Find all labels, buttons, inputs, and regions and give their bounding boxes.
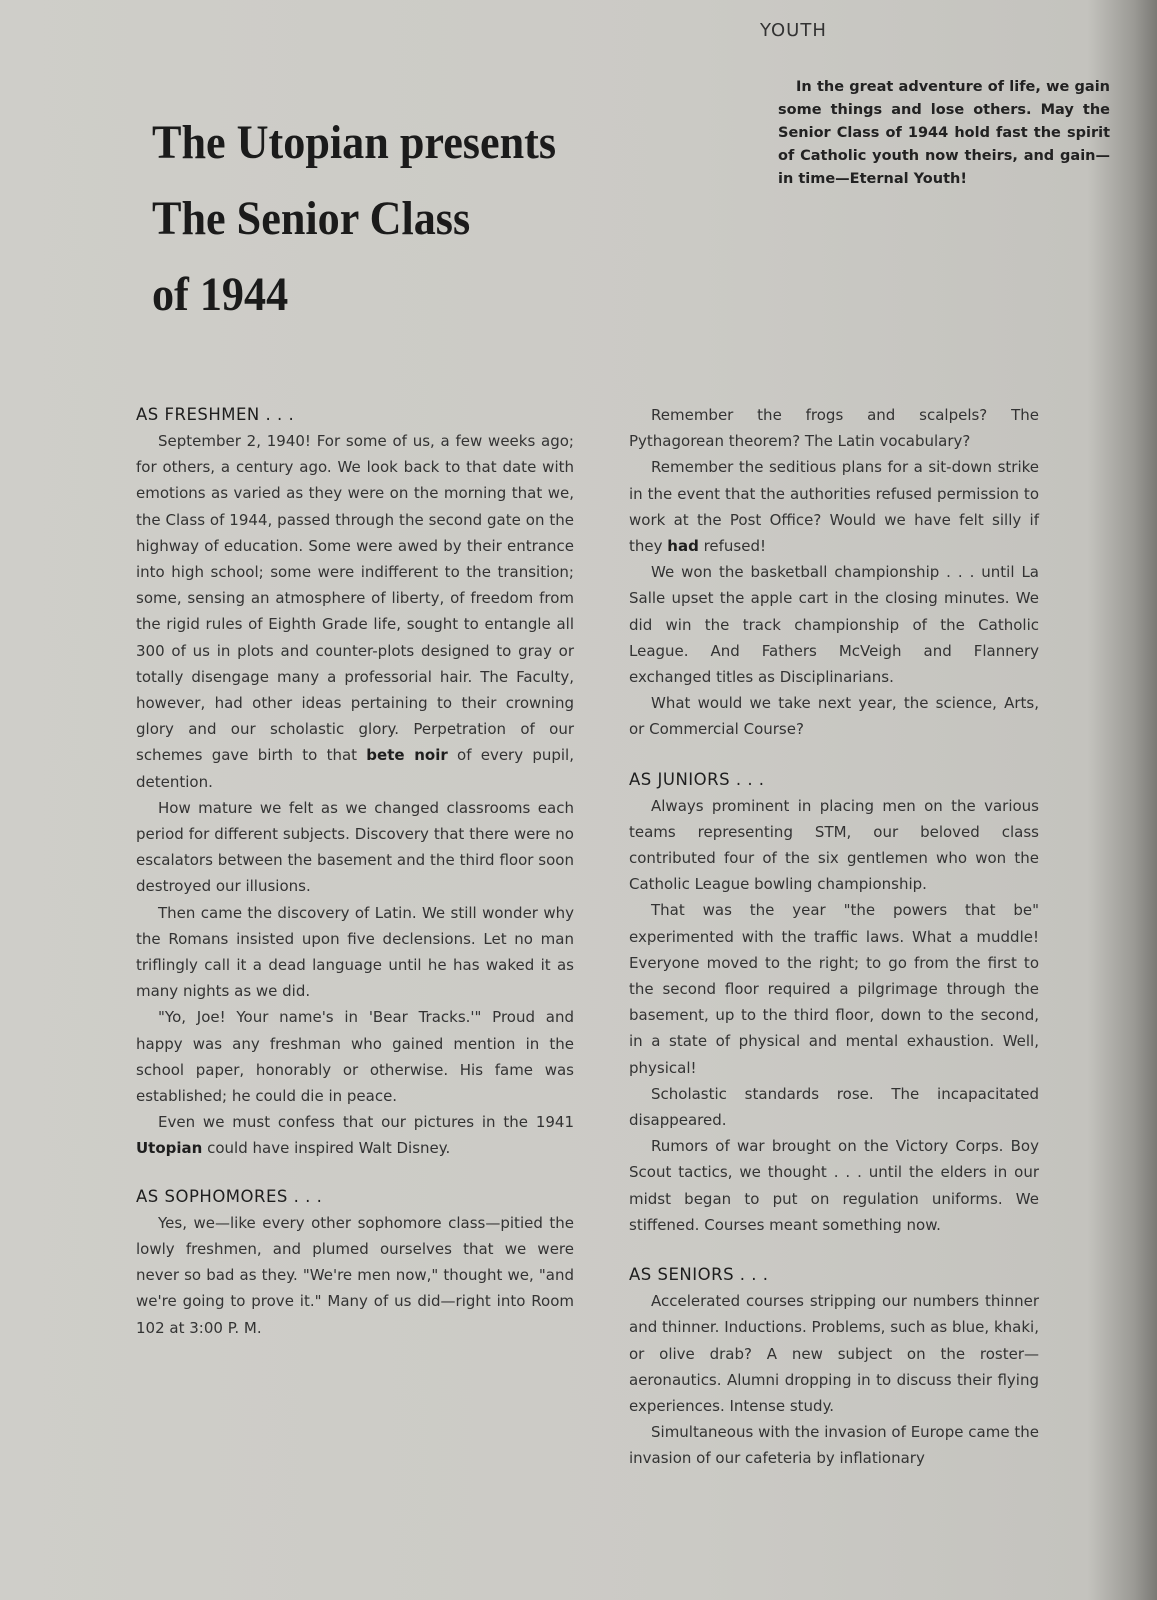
freshmen-paragraph-2: How mature we felt as we changed classrooms each period for different subjects. Discovery that there were no escalators between the basement and the third floor soon destroyed our illusions.	[136, 798, 574, 896]
title-line-3: of 1944	[152, 268, 289, 321]
freshmen-heading: AS FRESHMEN . . .	[136, 405, 295, 424]
seniors-heading: AS SENIORS . . .	[629, 1265, 769, 1285]
right-column	[629, 402, 1039, 1472]
title-line-1: The Utopian presents	[152, 116, 557, 169]
utopian-emphasis: Utopian	[136, 1139, 203, 1158]
epigraph: In the great adventure of life, we gain some things and lose others. May the Senior Class of 1944 hold fast the spirit of Catholic youth now theirs, and gain—in time—Eternal Youth!	[778, 79, 1110, 187]
juniors-paragraph-3: Scholastic standards rose. The incapacitated disappeared.	[629, 1084, 1039, 1130]
freshmen-paragraph-3: Then came the discovery of Latin. We still wonder why the Romans insisted upon five declensions. Let no man triflingly call it a dead language until he has waked it as many nights as we did.	[136, 903, 574, 1001]
sophomores-paragraph-5: What would we take next year, the science, Arts, or Commercial Course?	[629, 694, 1039, 739]
seniors-paragraph-2: Simultaneous with the invasion of Europe came the invasion of our cafeteria by inflationary	[629, 1423, 1039, 1468]
seniors-paragraph-1: Accelerated courses stripping our numbers thinner and thinner. Inductions. Problems, such as blue, khaki, or olive drab? A new subject on the roster—aeronautics. Alumni dropping in to discuss their flying experiences. Intense study.	[629, 1292, 1039, 1415]
sophomores-paragraph-4: We won the basketball championship . . . until La Salle upset the apple cart in the closing minutes. We did win the track championship of the Catholic League. And Fathers McVeigh and Flannery exchanged titles as Disciplinarians.	[629, 563, 1039, 687]
bete-noir-emphasis: bete noir	[366, 746, 448, 765]
freshmen-paragraph-5: Even we must confess that our pictures in the 1941 Utopian could have inspired Walt Disney.	[136, 1113, 574, 1158]
sophomores-paragraph-3: Remember the seditious plans for a sit-down strike in the event that the authorities refused permission to work at the Post Office? Would we have felt silly if they had refused!	[629, 458, 1039, 556]
left-column	[136, 402, 574, 1341]
sophomores-heading: AS SOPHOMORES . . .	[136, 1186, 323, 1206]
had-emphasis: had	[667, 537, 699, 556]
sophomores-paragraph-2: Remember the frogs and scalpels? The Pythagorean theorem? The Latin vocabulary?	[629, 406, 1039, 451]
juniors-paragraph-4: Rumors of war brought on the Victory Corps. Boy Scout tactics, we thought . . . until the elders in our midst began to put on regulation uniforms. We stiffened. Courses meant something now.	[629, 1137, 1039, 1234]
section-label: YOUTH	[760, 20, 827, 41]
freshmen-paragraph-4: "Yo, Joe! Your name's in 'Bear Tracks.'" Proud and happy was any freshman who gained mention in the school paper, honorably or otherwise. His fame was established; he could die in peace.	[136, 1008, 574, 1106]
freshmen-paragraph-1: September 2, 1940! For some of us, a few weeks ago; for others, a century ago. We look back to that date with emotions as varied as they were on the morning that we, the Class of 1944, passed through the second gate on the highway of education. Some were awed by their entrance into high school; some were indifferent to the transition; some, sensing an atmosphere of liberty, of freedom from the rigid rules of Eighth Grade life, sought to entangle all 300 of us in plots and counter-plots designed to gray or totally disengage many a professorial hair. The Faculty, however, had other ideas pertaining to their crowning glory and our scholastic glory. Perpetration of our schemes gave birth to that bete noir of every pupil, detention.	[136, 432, 574, 791]
juniors-paragraph-1: Always prominent in placing men on the various teams representing STM, our beloved class contributed four of the six gentlemen who won the Catholic League bowling championship.	[629, 796, 1039, 894]
sophomores-paragraph-1: Yes, we—like every other sophomore class—pitied the lowly freshmen, and plumed ourselves that we were never so bad as they. "We're men now," thought we, "and we're going to prove it." Many of us did—right into Room 102 at 3:00 P. M.	[136, 1213, 574, 1337]
juniors-heading: AS JUNIORS . . .	[629, 769, 765, 789]
title-line-2: The Senior Class	[152, 192, 471, 245]
juniors-paragraph-2: That was the year "the powers that be" experimented with the traffic laws. What a muddle! Everyone moved to the right; to go from the first to the second floor required a pilgrimage through the basement, up to the third floor, down to the second, in a state of physical and mental exhaustion. Well, physical!	[629, 901, 1039, 1077]
page-title	[152, 105, 575, 333]
